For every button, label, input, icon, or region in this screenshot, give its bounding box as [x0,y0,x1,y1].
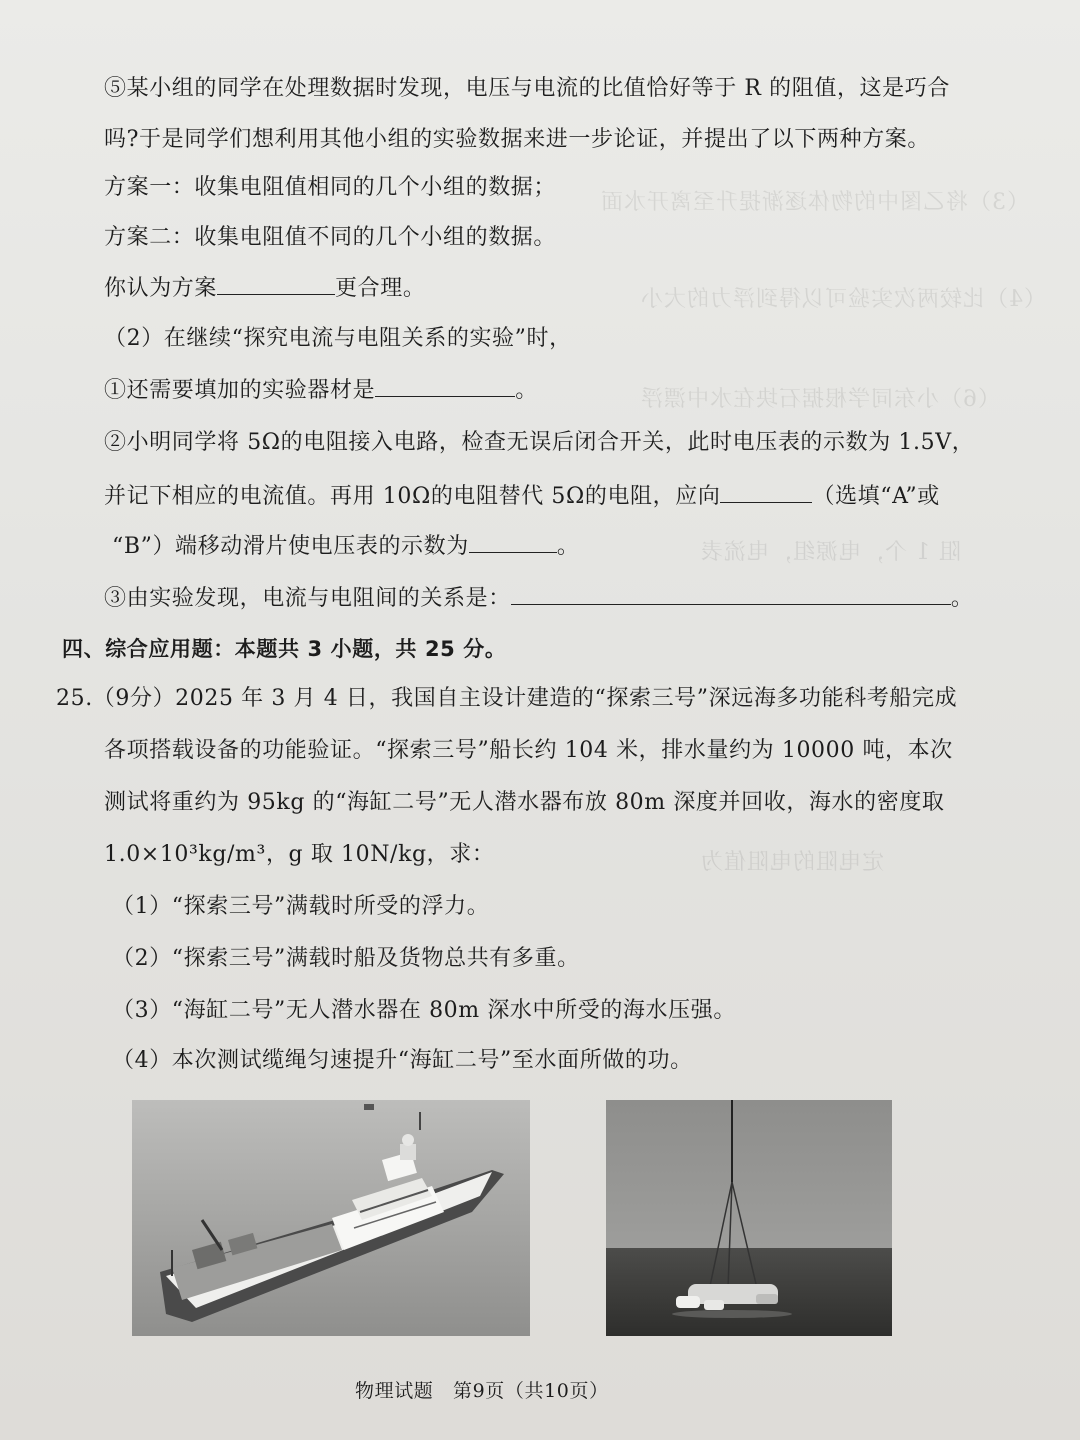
bleed-through-text: （6）小东同学根据石块在水中漂浮 [640,387,1000,412]
answer-blank[interactable] [217,272,335,295]
bleed-through-text: （4）比较两次实验可以得到浮力的大小 [640,287,1046,312]
plan-one: 方案一：收集电阻值相同的几个小组的数据； [104,175,557,200]
submersible-photo [606,1100,892,1336]
question-text: 更合理。 [335,276,426,301]
question-text: 。 [950,586,974,611]
question-text: 吗?于是同学们想利用其他小组的实验数据来进一步论证，并提出了以下两种方案。 [104,127,930,152]
question-25-text: 测试将重约为 95kg 的“海缸二号”无人潜水器布放 80m 深度并回收，海水的密度取 [104,790,945,815]
question-25-text: 各项搭载设备的功能验证。“探索三号”船长约 104 米，排水量约为 10000 吨，本次 [104,738,953,763]
page-footer: 物理试题 第9页（共10页） [355,1380,609,1402]
question-text: （2）在继续“探究电流与电阻关系的实验”时， [104,326,572,351]
answer-blank[interactable] [375,374,515,397]
sub-question: （4）本次测试缆绳匀速提升“海缸二号”至水面所做的功。 [112,1048,693,1073]
question-text: 。 [556,534,580,559]
question-text: 你认为方案 [104,276,218,301]
question-text: ③由实验发现，电流与电阻间的关系是： [104,586,511,611]
section-heading: 四、综合应用题：本题共 3 小题，共 25 分。 [62,637,507,661]
sub-question: （2）“探索三号”满载时船及货物总共有多重。 [112,946,580,971]
bleed-through-text: 定电阻的电阻值为 [700,850,885,875]
bleed-through-text: （3）将乙图中的物体逐渐提升至离开水面 [600,190,1029,215]
question-text: ⑤某小组的同学在处理数据时发现，电压与电流的比值恰好等于 R 的阻值，这是巧合 [104,76,950,101]
bleed-through-text: 阻 1 个，电源组，电流表 [700,540,961,565]
question-25-text: 1.0×10³kg/m³，g 取 10N/kg，求： [104,842,495,867]
sub-question-1 [104,374,538,406]
question-text: “B”）端移动滑片使电压表的示数为 [112,534,469,559]
sub-question: （1）“探索三号”满载时所受的浮力。 [112,894,490,919]
sub-question: （3）“海缸二号”无人潜水器在 80m 深水中所受的海水压强。 [112,998,736,1023]
plan-choice-line [104,272,425,304]
sub-question-2 [104,480,940,512]
sub-question-2-cont [112,530,579,562]
ship-photo [132,1100,530,1336]
plan-two: 方案二：收集电阻值不同的几个小组的数据。 [104,225,557,250]
question-text: ②小明同学将 5Ω的电阻接入电路，检查无误后闭合开关，此时电压表的示数为 1.5V， [104,430,975,455]
answer-blank[interactable] [511,582,951,605]
question-text: 。 [515,378,538,403]
sub-question-3 [104,582,973,614]
answer-blank[interactable] [469,530,557,553]
question-text: 并记下相应的电流值。再用 10Ω的电阻替代 5Ω的电阻，应向 [104,484,721,509]
question-25-text: 25.（9分）2025 年 3 月 4 日，我国自主设计建造的“探索三号”深远海多功能科考船完成 [56,686,958,711]
question-text: ①还需要填加的实验器材是 [104,378,376,403]
answer-blank[interactable] [720,480,812,503]
question-text: （选填“A”或 [812,484,940,509]
